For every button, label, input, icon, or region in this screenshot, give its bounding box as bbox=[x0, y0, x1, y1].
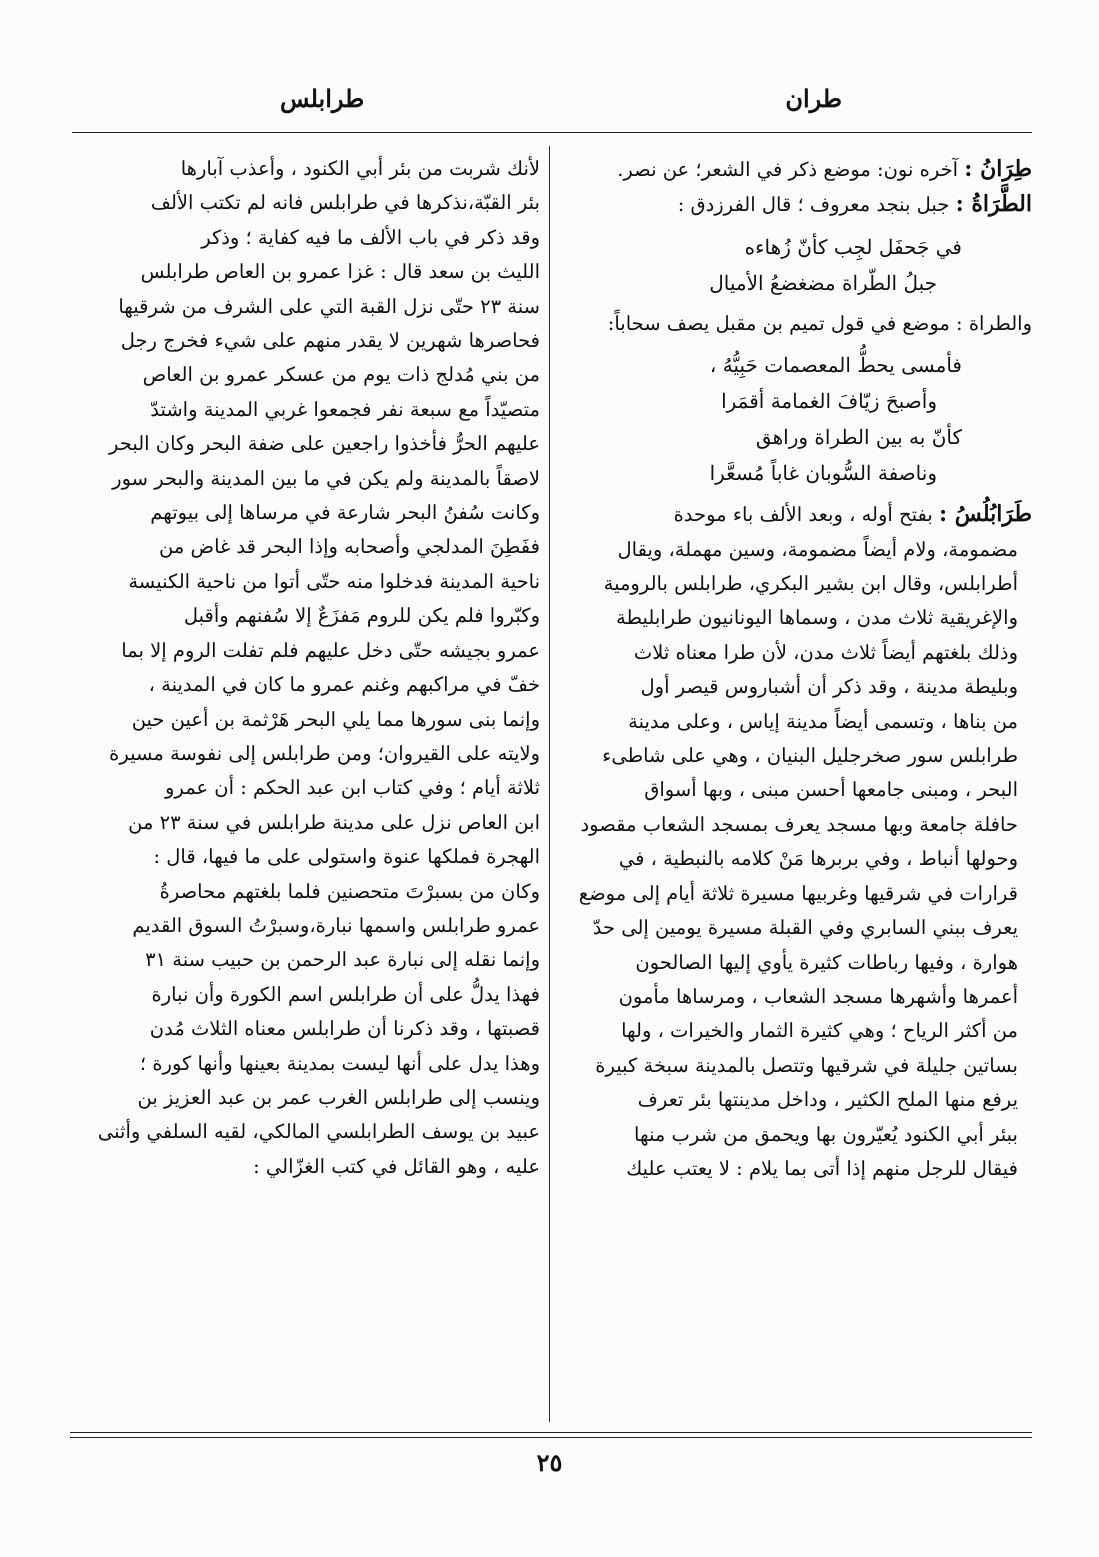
headword: الطَّرَاةُ : bbox=[955, 191, 1032, 218]
text-line: وكبّروا فلم يكن للروم مَفزَعٌ إلا سُفنهم وأقبل bbox=[183, 604, 540, 628]
text-line: الهجرة فملكها عنوة واستولى على ما فيها، قال : bbox=[153, 845, 540, 869]
text-line: طرابلس سور صخرجليل البنيان ، وهي على شاطىء bbox=[602, 744, 1018, 768]
entry-text: والطراة : موضع في قول تميم بن مقبل يصف سحاباً: bbox=[607, 311, 1032, 335]
entry-text: آخره نون: موضع ذكر في الشعر؛ عن نصر. bbox=[617, 158, 959, 181]
text-line: خفّ في مراكبهم وغنم عمرو ما كان في المدينة ، bbox=[148, 673, 540, 697]
text-line: مضمومة، ولام أيضاً مضمومة، وسين مهملة، ويقال bbox=[617, 537, 1018, 561]
top-rule bbox=[72, 132, 1032, 133]
left-column bbox=[70, 152, 540, 1184]
text-line: وإنما نقله إلى نبارة عبد الرحمن بن حبيب سنة ٣١ bbox=[145, 948, 540, 972]
text-line: وكانت سُفنُ البحر شارعة في مرساها إلى بيوتهم bbox=[150, 501, 540, 525]
text-line: قصبتها ، وقد ذكرنا أن طرابلس معناه الثلاث مُدن bbox=[149, 1017, 540, 1041]
text-line: ففَطِنَ المدلجي وأصحابه وإذا البحر قد غاض من bbox=[159, 535, 540, 559]
text-line: لأنك شربت من بئر أبي الكنود ، وأعذب آبارها bbox=[180, 157, 540, 180]
headword: طِرَانُ : bbox=[964, 156, 1032, 182]
bottom-rule bbox=[70, 1432, 1032, 1433]
text-line: سنة ٢٣ حتّى نزل القبة التي على الشرف من شرقيها bbox=[118, 294, 540, 318]
text-line: من أكثر الرياح ؛ وهي كثيرة الثمار والخيرات ، ولها bbox=[621, 1019, 1018, 1043]
text-line: وبليطة مدينة ، وقد ذكر أن أشباروس قيصر أول bbox=[640, 675, 1018, 699]
text-line: وذلك بلغتهم أيضاً ثلاث مدن، لأن طرا معناه ثلاث bbox=[633, 640, 1018, 664]
text-line: قرارات في شرقيها وغربيها مسيرة ثلاثة أيام إلى موضع bbox=[578, 881, 1018, 905]
text-line: عليهم الحرُّ فأخذوا راجعين على ضفة البحر وكان البحر bbox=[108, 432, 540, 456]
text-line: لاصقاً بالمدينة ولم يكن في ما بين المدينة والبحر سور bbox=[112, 466, 540, 490]
text-line: أعمرها وأشهرها مسجد الشعاب ، ومرساها مأمون bbox=[618, 984, 1018, 1008]
text-line: عبيد بن يوسف الطرابلسي المالكي، لقيه السلفي وأثنى bbox=[97, 1120, 540, 1144]
text-line: ولايته على القيروان؛ ومن طرابلس إلى نفوسة مسيرة bbox=[109, 741, 540, 765]
text-line: بساتين جليلة في شرقيها وتتصل بالمدينة سبخة كبيرة bbox=[595, 1053, 1018, 1077]
text-line: فهذا يدلُّ على أن طرابلس اسم الكورة وأن نبارة bbox=[151, 982, 540, 1006]
text-line: يرفع منها الملح الكثير ، وداخل مدينتها بئر تعرف bbox=[637, 1088, 1018, 1112]
text-line: وهذا يدل على أنها ليست بمدينة بعينها وأنها كورة ؛ bbox=[139, 1051, 540, 1075]
entry-text: بفتح أوله ، وبعد الألف باء موحدة bbox=[673, 503, 933, 527]
text-line: فيقال للرجل منهم إذا أتى بما يلام : لا يعتب عليك bbox=[626, 1156, 1018, 1180]
text-line: وحولها أنباط ، وفي بربرها مَنْ كلامه بالنبطية ، في bbox=[618, 847, 1018, 871]
verse-line: كأنّ به بين الطراة وراهق bbox=[755, 425, 962, 450]
running-header bbox=[80, 84, 1030, 124]
right-column bbox=[565, 152, 1032, 1186]
entry-taran bbox=[565, 152, 1032, 187]
text-line: وينسب إلى طرابلس الغرب عمر بن عبد العزيز بن bbox=[137, 1085, 540, 1109]
text-line: والإغريقية ثلاث مدن ، وسماها اليونانيون طرابليطة bbox=[616, 606, 1018, 630]
headword: طَرَابُلُسُ : bbox=[939, 501, 1032, 528]
text-line: أطرابلس، وقال ابن بشير البكري، طرابلس بالرومية bbox=[603, 572, 1018, 596]
verse-farazdaq bbox=[565, 229, 1032, 301]
entry-tarabulus bbox=[565, 497, 1032, 532]
verse-line: وناصفة السُّوبان غاباً مُسعَّرا bbox=[709, 461, 937, 486]
entry-text: جبل بنجد معروف ؛ قال الفرزدق : bbox=[677, 193, 950, 217]
text-line: ببئر أبي الكنود يُعيّرون بها ويحمق من شرب منها bbox=[634, 1122, 1018, 1146]
text-line: عمرو بجيشه حتّى دخل عليهم فلم تفلت الروم إلا بما bbox=[121, 638, 540, 662]
text-line: من بني مُدلج ذات يوم من عسكر عمرو بن العاص bbox=[142, 363, 540, 387]
text-line: يعرف ببني السابري وفي القبلة مسيرة يومين إلى حدّ bbox=[592, 916, 1018, 940]
verse-line: فأمسى يحطُّ المعصمات حَبِيُّهُ ، bbox=[709, 353, 962, 378]
text-line: من بناها ، وتسمى أيضاً مدينة إياس ، وعلى مدينة bbox=[628, 709, 1018, 733]
text-line: حافلة جامعة وبها مسجد يعرف بمسجد الشعاب مقصود bbox=[580, 812, 1018, 836]
text-line: وكان من بسبرْتَ متحصنين فلما بلغتهم محاصرةُ bbox=[159, 879, 540, 903]
verse-line: وأصبحَ زيّافَ الغمامة أقمَرا bbox=[721, 389, 937, 414]
text-line: وقد ذكر في باب الألف ما فيه كفاية ؛ وذكر bbox=[201, 225, 540, 249]
entry-tarabulus-body bbox=[565, 533, 1032, 1187]
text-line: عمرو طرابلس واسمها نبارة،وسبرْتُ السوق القديم bbox=[132, 913, 540, 937]
text-line: عليه ، وهو القائل في كتب الغزّالي : bbox=[253, 1154, 540, 1178]
text-line: متصيّداً مع سبعة نفر فجمعوا غربي المدينة واشتدّ bbox=[150, 397, 540, 421]
header-right-title: طران bbox=[785, 84, 842, 113]
text-line: ناحية المدينة فدخلوا منه حتّى أتوا من ناحية الكنيسة bbox=[128, 569, 540, 593]
header-left-title: طرابلس bbox=[280, 84, 365, 113]
text-line: هوارة ، وفيها رباطات كثيرة يأوي إليها الصالحون bbox=[635, 950, 1018, 974]
bottom-rule-double bbox=[70, 1437, 1032, 1438]
column-separator bbox=[549, 146, 550, 1422]
verse-line: جبلُ الطّراة مضغضعُ الأميال bbox=[709, 270, 937, 295]
text-line: بئر القبّة،نذكرها في طرابلس فانه لم تكتب الألف bbox=[150, 191, 540, 215]
verse-line: في جَحفَل لجِب كأنّ زُهاءه bbox=[744, 234, 962, 259]
text-line: ثلاثة أيام ؛ وفي كتاب ابن عبد الحكم : أن عمرو bbox=[165, 776, 540, 800]
text-line: الليث بن سعد قال : غزا عمرو بن العاص طرابلس bbox=[140, 260, 540, 284]
text-line: ابن العاص نزل على مدينة طرابلس في سنة ٢٣ من bbox=[128, 810, 540, 834]
page-number: ٢٥ bbox=[536, 1448, 563, 1477]
entry-attarah bbox=[565, 187, 1032, 222]
text-line: البحر ، ومبنى جامعها أحسن مبنى ، وبها أسواق bbox=[644, 778, 1018, 802]
text-line: وإنما بنى سورها مما يلي البحر هَرْثمة بن أعين حين bbox=[131, 707, 540, 731]
verse-tamim bbox=[565, 347, 1032, 491]
text-line: فحاصرها شهرين لا يقدر منهم على شيء فخرج رجل bbox=[120, 329, 540, 353]
